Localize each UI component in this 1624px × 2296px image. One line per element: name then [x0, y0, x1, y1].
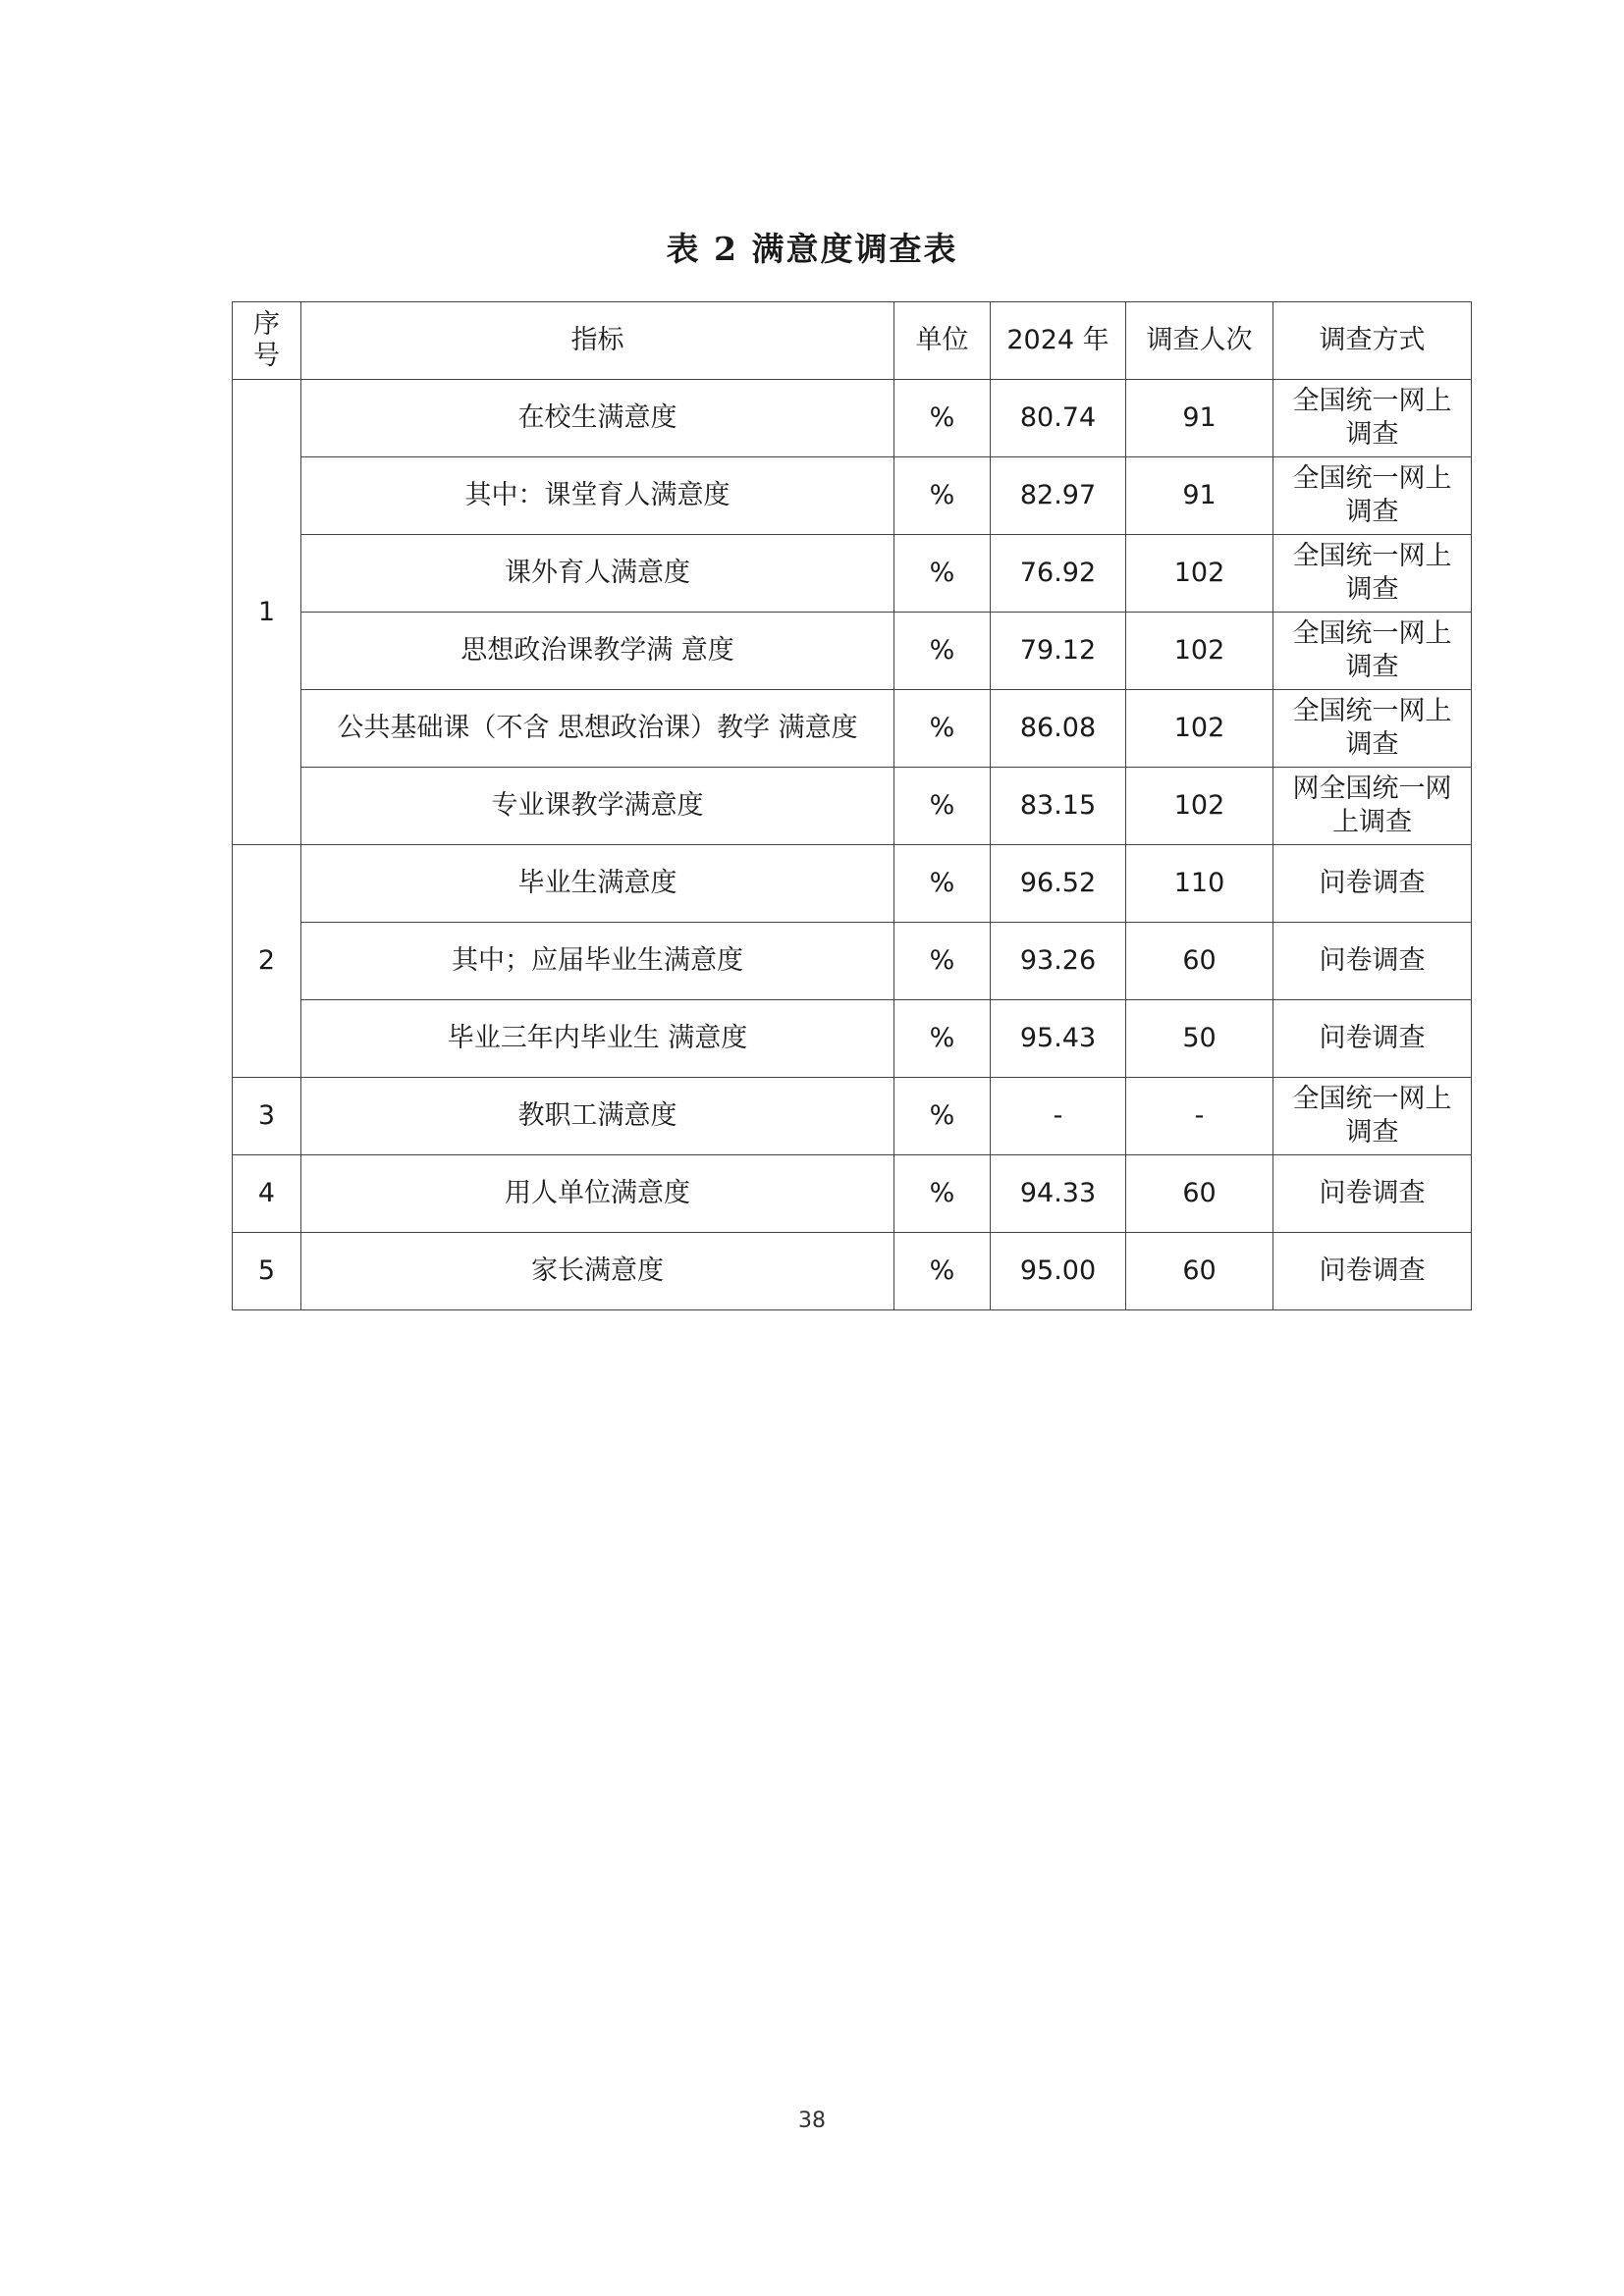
header-seq: 序 号 [233, 302, 301, 380]
indicator-cell: 教职工满意度 [301, 1078, 894, 1155]
header-year: 2024 年 [991, 302, 1126, 380]
value-cell: 95.00 [991, 1233, 1126, 1310]
unit-cell: % [894, 457, 991, 535]
count-cell: 110 [1126, 845, 1273, 923]
seq-cell: 1 [233, 380, 301, 845]
method-cell: 全国统一网上调查 [1273, 535, 1472, 613]
value-cell: 95.43 [991, 1000, 1126, 1078]
table-row [233, 613, 1472, 690]
method-cell: 全国统一网上调查 [1273, 690, 1472, 768]
count-cell: 60 [1126, 1233, 1273, 1310]
method-cell: 问卷调查 [1273, 1155, 1472, 1233]
indicator-cell: 用人单位满意度 [301, 1155, 894, 1233]
unit-cell: % [894, 1155, 991, 1233]
seq-cell: 4 [233, 1155, 301, 1233]
count-cell: 91 [1126, 380, 1273, 457]
unit-cell: % [894, 690, 991, 768]
table-header-row [233, 302, 1472, 380]
indicator-cell: 毕业生满意度 [301, 845, 894, 923]
value-cell: 79.12 [991, 613, 1126, 690]
indicator-cell: 课外育人满意度 [301, 535, 894, 613]
table-row [233, 845, 1472, 923]
unit-cell: % [894, 1000, 991, 1078]
unit-cell: % [894, 535, 991, 613]
table-row [233, 1155, 1472, 1233]
table-row [233, 1078, 1472, 1155]
header-method: 调查方式 [1273, 302, 1472, 380]
indicator-cell: 思想政治课教学满 意度 [301, 613, 894, 690]
indicator-cell: 公共基础课（不含 思想政治课）教学 满意度 [301, 690, 894, 768]
method-cell: 问卷调查 [1273, 1000, 1472, 1078]
value-cell: 86.08 [991, 690, 1126, 768]
table-row [233, 1233, 1472, 1310]
page-title: 表 2 满意度调查表 [666, 230, 958, 268]
table-row [233, 1000, 1472, 1078]
method-cell: 全国统一网上调查 [1273, 613, 1472, 690]
count-cell: 60 [1126, 1155, 1273, 1233]
value-cell: - [991, 1078, 1126, 1155]
value-cell: 96.52 [991, 845, 1126, 923]
count-cell: 102 [1126, 613, 1273, 690]
count-cell: 102 [1126, 768, 1273, 845]
satisfaction-survey-table [232, 301, 1472, 1310]
unit-cell: % [894, 768, 991, 845]
table-row [233, 457, 1472, 535]
value-cell: 94.33 [991, 1155, 1126, 1233]
count-cell: 60 [1126, 923, 1273, 1000]
table-row [233, 768, 1472, 845]
indicator-cell: 在校生满意度 [301, 380, 894, 457]
indicator-cell: 专业课教学满意度 [301, 768, 894, 845]
table-row [233, 380, 1472, 457]
header-unit: 单位 [894, 302, 991, 380]
header-count: 调查人次 [1126, 302, 1273, 380]
method-cell: 问卷调查 [1273, 923, 1472, 1000]
value-cell: 93.26 [991, 923, 1126, 1000]
seq-cell: 2 [233, 845, 301, 1078]
count-cell: 91 [1126, 457, 1273, 535]
value-cell: 83.15 [991, 768, 1126, 845]
header-indicator: 指标 [301, 302, 894, 380]
count-cell: 50 [1126, 1000, 1273, 1078]
seq-cell: 5 [233, 1233, 301, 1310]
value-cell: 80.74 [991, 380, 1126, 457]
method-cell: 全国统一网上调查 [1273, 457, 1472, 535]
indicator-cell: 毕业三年内毕业生 满意度 [301, 1000, 894, 1078]
value-cell: 76.92 [991, 535, 1126, 613]
method-cell: 全国统一网上调查 [1273, 1078, 1472, 1155]
seq-cell: 3 [233, 1078, 301, 1155]
unit-cell: % [894, 380, 991, 457]
page-number: 38 [798, 2109, 826, 2133]
unit-cell: % [894, 613, 991, 690]
table-row [233, 923, 1472, 1000]
count-cell: 102 [1126, 535, 1273, 613]
count-cell: 102 [1126, 690, 1273, 768]
unit-cell: % [894, 1233, 991, 1310]
method-cell: 网全国统一网上调查 [1273, 768, 1472, 845]
method-cell: 全国统一网上调查 [1273, 380, 1472, 457]
count-cell: - [1126, 1078, 1273, 1155]
method-cell: 问卷调查 [1273, 845, 1472, 923]
value-cell: 82.97 [991, 457, 1126, 535]
unit-cell: % [894, 1078, 991, 1155]
table-row [233, 535, 1472, 613]
method-cell: 问卷调查 [1273, 1233, 1472, 1310]
unit-cell: % [894, 923, 991, 1000]
indicator-cell: 家长满意度 [301, 1233, 894, 1310]
unit-cell: % [894, 845, 991, 923]
indicator-cell: 其中；应届毕业生满意度 [301, 923, 894, 1000]
table-row [233, 690, 1472, 768]
indicator-cell: 其中：课堂育人满意度 [301, 457, 894, 535]
